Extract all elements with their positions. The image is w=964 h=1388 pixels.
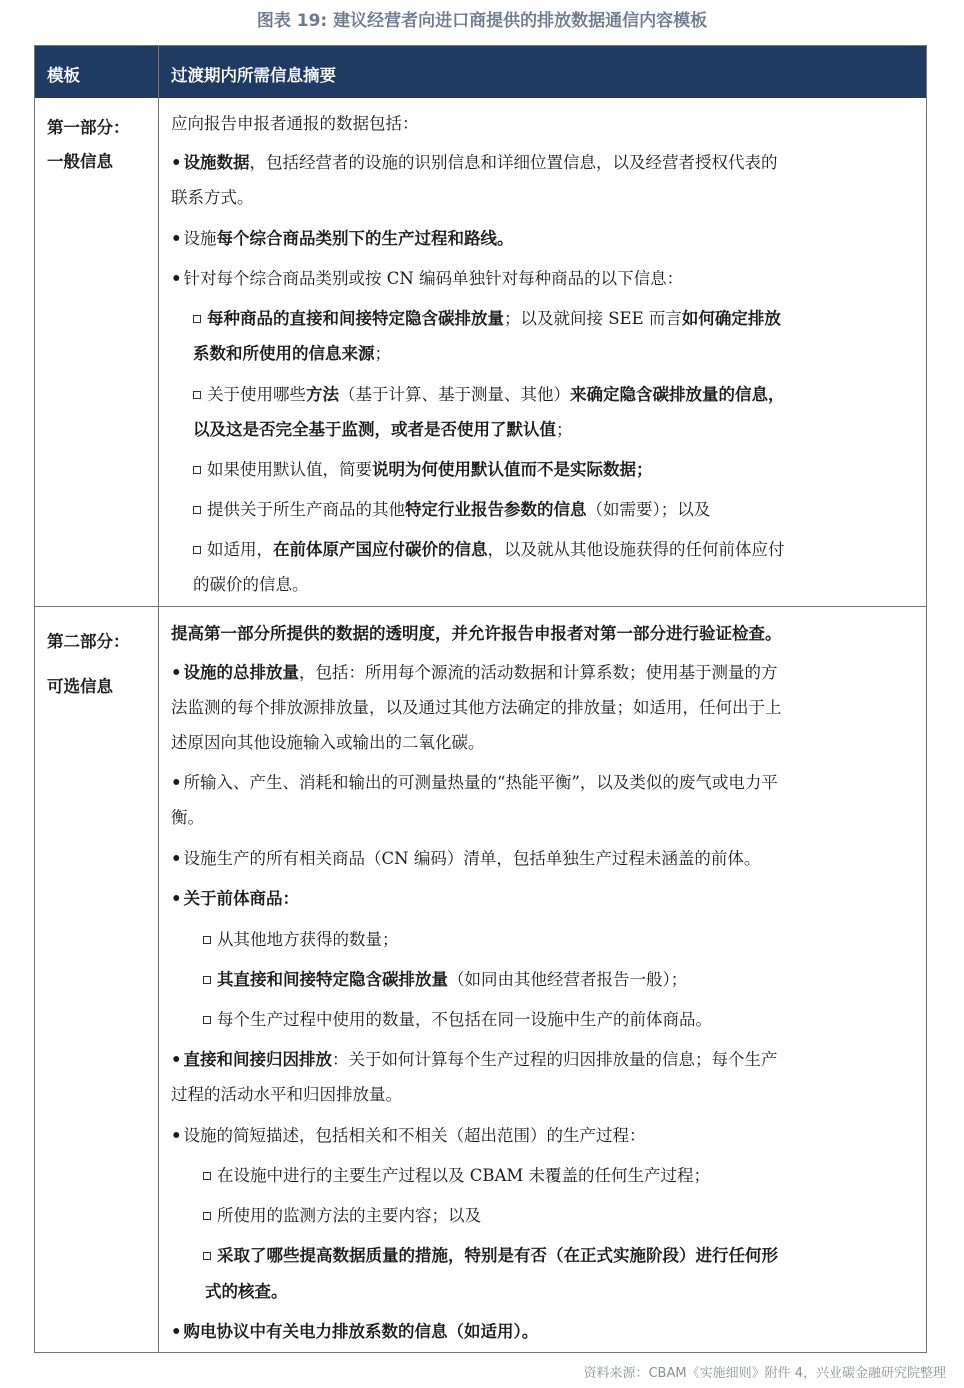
part2-bullet2-cont: 衡。	[171, 808, 204, 827]
row-divider	[35, 606, 926, 607]
square-bullet-icon	[193, 546, 201, 554]
part1-sub1: 每种商品的直接和间接特定隐含碳排放量；以及就间接 SEE 而言如何确定排放	[193, 309, 781, 329]
part1-bullet2: • 设施每个综合商品类别下的生产过程和路线。	[171, 229, 514, 248]
part1-bullet1: • 设施数据，包括经营者的设施的识别信息和详细位置信息，以及经营者授权代表的	[171, 153, 778, 172]
part2-bullet7: • 购电协议中有关电力排放系数的信息（如适用）。	[171, 1322, 539, 1341]
part2-bullet6: • 设施的简短描述，包括相关和不相关（超出范围）的生产过程：	[171, 1126, 646, 1145]
part1-intro: 应向报告申报者通报的数据包括：	[171, 114, 419, 133]
part1-bullet1-cont: 联系方式。	[171, 188, 254, 207]
column-divider	[158, 46, 159, 1352]
part2-sub4: 在设施中进行的主要生产过程以及 CBAM 未覆盖的任何生产过程；	[203, 1166, 710, 1186]
part2-bullet5-cont: 过程的活动水平和归因排放量。	[171, 1085, 402, 1104]
source-note: 资料来源：CBAM《实施细则》附件 4，兴业碳金融研究院整理	[583, 1366, 946, 1381]
part2-label-line2: 可选信息	[47, 677, 113, 696]
part1-sub1-cont: 系数和所使用的信息来源；	[193, 344, 391, 363]
table-header	[35, 46, 926, 98]
part1-label-line2: 一般信息	[47, 152, 113, 171]
part2-bullet4: • 关于前体商品：	[171, 889, 300, 908]
part1-bullet3: • 针对每个综合商品类别或按 CN 编码单独针对每种商品的以下信息：	[171, 269, 684, 288]
part1-sub5: 如适用，在前体原产国应付碳价的信息，以及就从其他设施获得的任何前体应付	[193, 540, 785, 560]
part2-sub2: 其直接和间接特定隐含碳排放量（如同由其他经营者报告一般）；	[203, 970, 687, 990]
part2-label-line1: 第二部分：	[47, 632, 130, 651]
square-bullet-icon	[203, 936, 211, 944]
square-bullet-icon	[203, 1016, 211, 1024]
square-bullet-icon	[203, 1252, 211, 1260]
part2-sub6: 采取了哪些提高数据质量的措施，特别是有否（在正式实施阶段）进行任何形	[203, 1246, 778, 1266]
part2-bullet1-cont1: 法监测的每个排放源排放量，以及通过其他方法确定的排放量；如适用，任何出于上	[171, 698, 782, 717]
template-table	[34, 45, 927, 1353]
square-bullet-icon	[193, 315, 201, 323]
part2-sub6-cont: 式的核查。	[205, 1282, 288, 1301]
part2-sub1: 从其他地方获得的数量；	[203, 930, 399, 950]
part1-sub2-cont: 以及这是否完全基于监测，或者是否使用了默认值；	[193, 420, 573, 439]
part2-bullet1: • 设施的总排放量，包括：所用每个源流的活动数据和计算系数；使用基于测量的方	[171, 663, 778, 682]
figure-title: 图表 19: 建议经营者向进口商提供的排放数据通信内容模板	[256, 11, 708, 31]
square-bullet-icon	[193, 466, 201, 474]
part1-sub2: 关于使用哪些方法（基于计算、基于测量、其他）来确定隐含碳排放量的信息，	[193, 385, 785, 405]
square-bullet-icon	[193, 506, 201, 514]
part1-label-line1: 第一部分：	[47, 118, 130, 137]
part2-sub5: 所使用的监测方法的主要内容；以及	[203, 1206, 481, 1226]
part1-sub4: 提供关于所生产商品的其他特定行业报告参数的信息（如需要）；以及	[193, 500, 710, 520]
header-col-summary: 过渡期内所需信息摘要	[171, 66, 336, 85]
part2-bullet1-cont2: 述原因向其他设施输入或输出的二氧化碳。	[171, 733, 485, 752]
square-bullet-icon	[193, 391, 201, 399]
square-bullet-icon	[203, 1172, 211, 1180]
part2-intro: 提高第一部分所提供的数据的透明度，并允许报告申报者对第一部分进行验证检查。	[171, 624, 782, 643]
square-bullet-icon	[203, 1212, 211, 1220]
square-bullet-icon	[203, 976, 211, 984]
part2-bullet5: • 直接和间接归因排放：关于如何计算每个生产过程的归因排放量的信息；每个生产	[171, 1050, 778, 1069]
header-col-template: 模板	[47, 66, 80, 85]
part2-bullet2: • 所输入、产生、消耗和输出的可测量热量的“热能平衡”，以及类似的废气或电力平	[171, 773, 778, 792]
part1-sub5-cont: 的碳价的信息。	[193, 575, 309, 594]
part1-sub3: 如果使用默认值，简要说明为何使用默认值而不是实际数据；	[193, 460, 653, 480]
part2-sub3: 每个生产过程中使用的数量，不包括在同一设施中生产的前体商品。	[203, 1010, 712, 1030]
part2-bullet3: • 设施生产的所有相关商品（CN 编码）清单，包括单独生产过程未涵盖的前体。	[171, 849, 761, 868]
